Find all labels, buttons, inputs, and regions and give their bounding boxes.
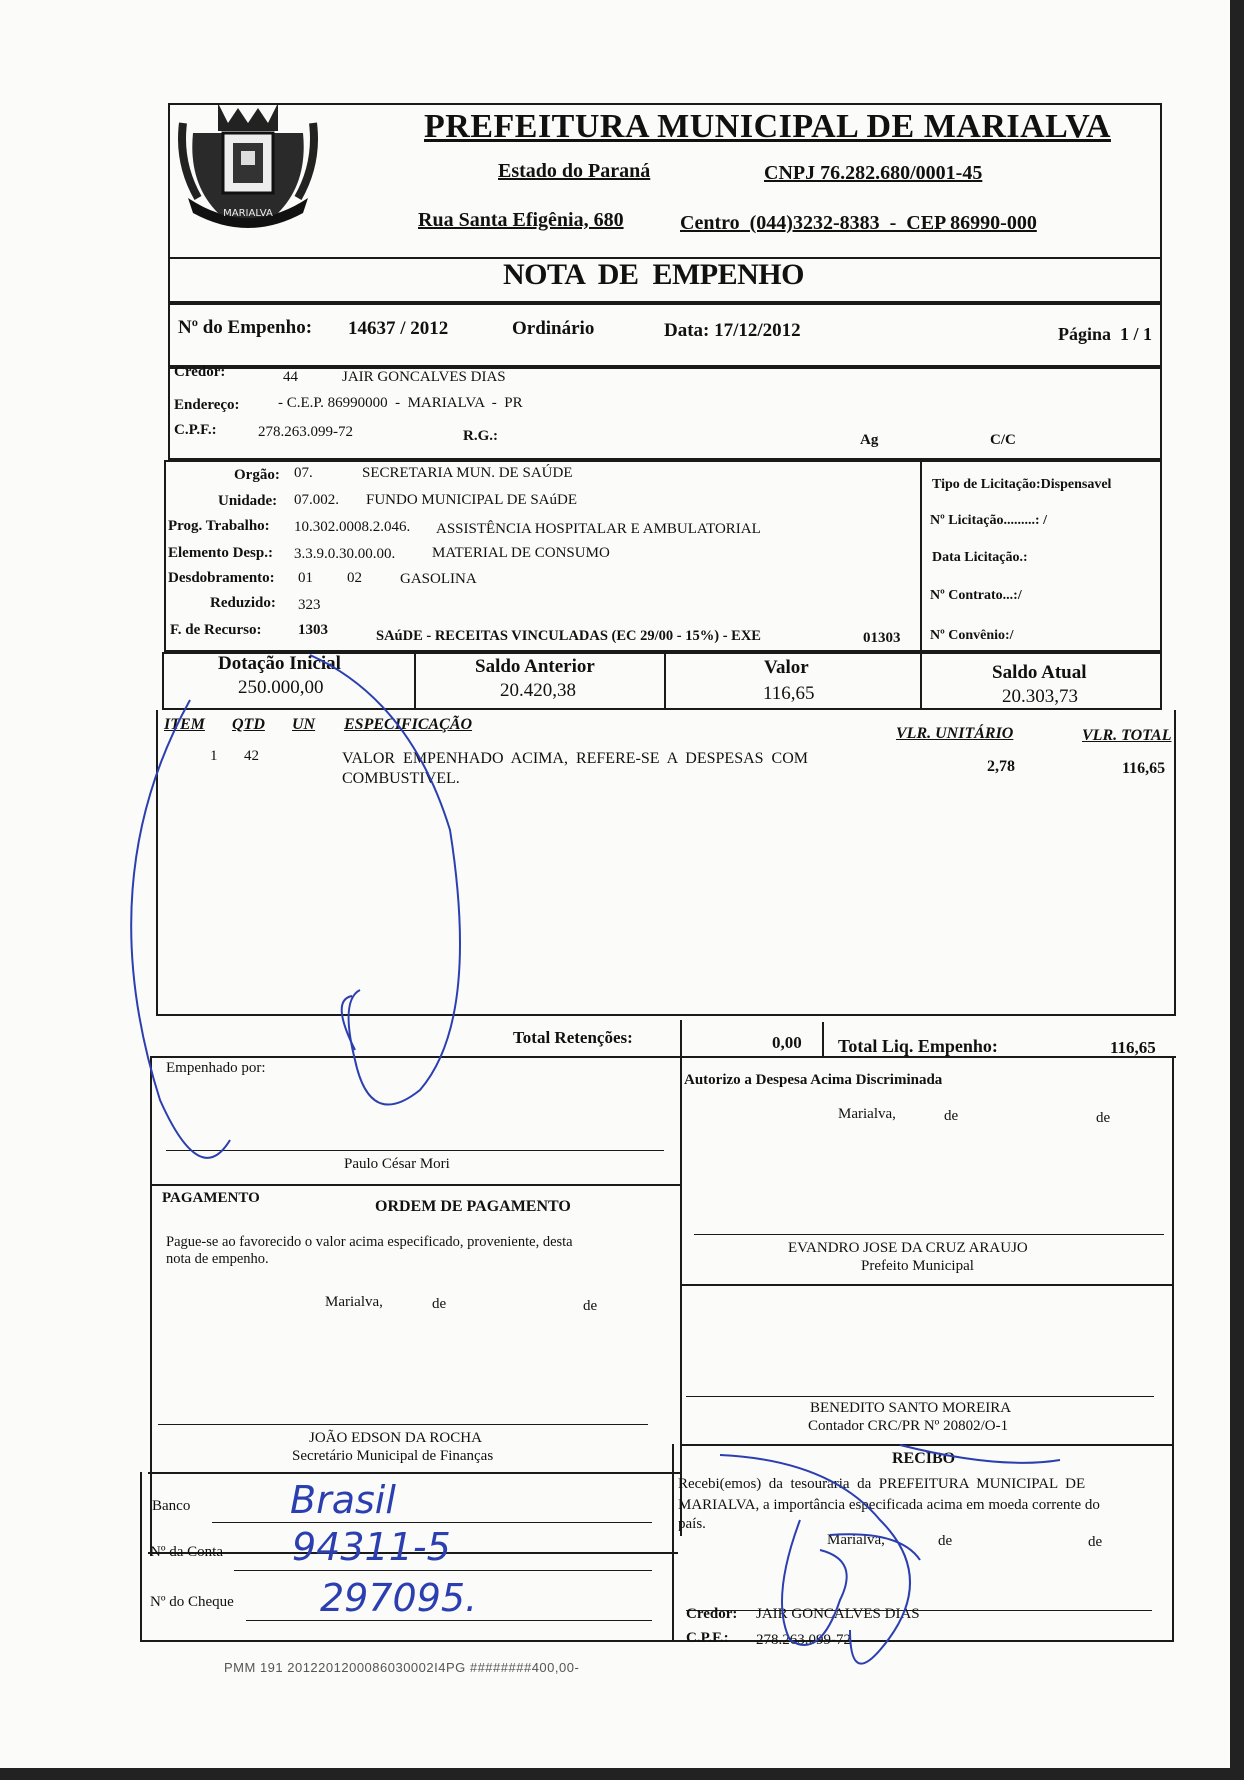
saldo-divider-2	[664, 652, 666, 708]
orgao-desc: SECRETARIA MUN. DE SAÚDE	[362, 465, 573, 481]
endereco-label: Endereço:	[174, 397, 240, 413]
scan-edge-right	[1230, 0, 1244, 1780]
autorizo-city: Marialva,	[838, 1106, 896, 1122]
svg-text:MARIALVA: MARIALVA	[223, 208, 273, 219]
recibo-credor-name: JAIR GONCALVES DIAS	[756, 1606, 920, 1622]
saldo-atual-value: 20.303,73	[1002, 686, 1078, 707]
fonte-value: 1303	[298, 622, 328, 638]
retencoes-value: 0,00	[772, 1033, 802, 1052]
prefeitura-title: PREFEITURA MUNICIPAL DE MARIALVA	[424, 108, 1111, 145]
cpf-label: C.P.F.:	[174, 422, 217, 438]
conta-value: 94311-5	[292, 1525, 451, 1569]
item-qtd: 42	[244, 748, 259, 764]
autorizo-de1: de	[944, 1108, 959, 1124]
lower-center-divider	[680, 1056, 682, 1536]
conta-line	[234, 1570, 652, 1571]
totals-bottom-line	[150, 1056, 1176, 1058]
col-especificacao: ESPECIFICAÇÃO	[344, 716, 473, 733]
empenho-number: 14637 / 2012	[348, 318, 449, 339]
valor-label: Valor	[764, 657, 809, 678]
recibo-cpf-value: 278.263.099-72	[756, 1632, 851, 1648]
document-title: NOTA DE EMPENHO	[503, 258, 804, 291]
licitacao-numero: Nº Licitação.........: /	[930, 513, 1047, 528]
pagamento-top-line	[150, 1184, 680, 1186]
totals-divider-1	[680, 1020, 682, 1056]
items-right-border	[1174, 710, 1176, 1015]
saldo-divider-1	[414, 652, 416, 708]
retencoes-label: Total Retenções:	[513, 1028, 633, 1047]
pagamento-de2: de	[583, 1298, 598, 1314]
banco-value: Brasil	[290, 1478, 396, 1522]
autorizo-de2: de	[1096, 1110, 1111, 1126]
col-item: ITEM	[164, 716, 205, 733]
pagamento-city: Marialva,	[325, 1294, 383, 1310]
recibo-de2: de	[1088, 1534, 1103, 1550]
totals-top-line	[156, 1014, 1176, 1016]
lower-left-border	[150, 1056, 152, 1556]
contador-role: Contador CRC/PR Nº 20802/O-1	[808, 1418, 1009, 1434]
pagamento-de1: de	[432, 1296, 447, 1312]
elemento-label: Elemento Desp.:	[168, 545, 273, 561]
banco-top-line	[148, 1472, 680, 1474]
prog-label: Prog. Trabalho:	[168, 518, 270, 534]
prefeito-name: EVANDRO JOSE DA CRUZ ARAUJO	[788, 1240, 1028, 1256]
dotacao-label: Dotação Inicial	[218, 653, 341, 674]
autorizo-label: Autorizo a Despesa Acima Discriminada	[684, 1072, 943, 1088]
contador-signature-line	[686, 1396, 1154, 1397]
empenhado-signature-line	[166, 1150, 664, 1151]
prog-code: 10.302.0008.2.046.	[294, 519, 411, 535]
recibo-left-border	[672, 1444, 674, 1642]
fonte-desc: SAúDE - RECEITAS VINCULADAS (EC 29/00 - 15%) - EXE	[376, 628, 761, 644]
recibo-text-2: MARIALVA, a importância especificada acima em moeda corrente do	[678, 1497, 1100, 1513]
licitacao-convenio: Nº Convênio:/	[930, 628, 1014, 643]
contador-name: BENEDITO SANTO MOREIRA	[810, 1400, 1012, 1416]
reduzido-value: 323	[298, 597, 321, 613]
licitacao-divider	[920, 460, 922, 652]
contador-top-line	[680, 1284, 1174, 1286]
col-un: UN	[292, 716, 316, 733]
endereco-value: - C.E.P. 86990000 - MARIALVA - PR	[278, 395, 523, 411]
valor-value: 116,65	[763, 683, 815, 704]
prog-desc: ASSISTÊNCIA HOSPITALAR E AMBULATORIAL	[436, 521, 761, 537]
item-total-value: 116,65	[1122, 760, 1166, 777]
fonte-label: F. de Recurso:	[170, 622, 262, 638]
total-liq-value: 116,65	[1110, 1038, 1156, 1057]
fonte-code: 01303	[863, 630, 901, 646]
cheque-label: Nº do Cheque	[150, 1594, 234, 1610]
secretario-role: Secretário Municipal de Finanças	[292, 1448, 494, 1464]
prefeito-role: Prefeito Municipal	[861, 1258, 974, 1274]
ag-label: Ag	[860, 432, 879, 448]
scan-edge-bottom	[0, 1768, 1244, 1780]
empenhado-name: Paulo César Mori	[344, 1156, 450, 1172]
item-number: 1	[210, 748, 218, 764]
recibo-city: Marialva,	[827, 1532, 885, 1548]
desdobramento-a: 01	[298, 570, 313, 586]
district-phone-cep: Centro (044)3232-8383 - CEP 86990-000	[680, 212, 1037, 234]
orgao-code: 07.	[294, 465, 313, 481]
dotacao-value: 250.000,00	[238, 677, 324, 698]
recibo-text-3: país.	[678, 1516, 706, 1532]
secretario-signature-line	[158, 1424, 648, 1425]
recibo-text-1: Recebi(emos) da tesouraria da PREFEITURA MUNICIPAL DE	[678, 1476, 1086, 1492]
address: Rua Santa Efigênia, 680	[418, 209, 624, 231]
saldo-atual-label: Saldo Atual	[992, 662, 1087, 683]
ordem-pagamento-label: ORDEM DE PAGAMENTO	[375, 1198, 571, 1215]
pagamento-text-2: nota de empenho.	[166, 1251, 269, 1267]
page-number: 1 / 1	[1120, 324, 1153, 344]
secretario-name: JOÃO EDSON DA ROCHA	[309, 1430, 482, 1446]
desdobramento-desc: GASOLINA	[400, 571, 477, 587]
reduzido-label: Reduzido:	[210, 595, 276, 611]
unidade-desc: FUNDO MUNICIPAL DE SAúDE	[366, 492, 577, 508]
cpf-value: 278.263.099-72	[258, 424, 353, 440]
licitacao-data: Data Licitação.:	[932, 550, 1028, 565]
saldo-anterior-label: Saldo Anterior	[475, 656, 595, 677]
prefeito-signature-line	[694, 1234, 1164, 1235]
empenho-number-label: Nº do Empenho:	[178, 317, 313, 338]
desdobramento-b: 02	[347, 570, 362, 586]
pagamento-label: PAGAMENTO	[162, 1190, 260, 1206]
col-qtd: QTD	[232, 716, 265, 733]
pagamento-text-1: Pague-se ao favorecido o valor acima especificado, proveniente, desta	[166, 1234, 573, 1250]
banco-line	[212, 1522, 652, 1523]
cc-label: C/C	[990, 432, 1016, 448]
item-desc-line1: VALOR EMPENHADO ACIMA, REFERE-SE A DESPESAS COM	[342, 750, 808, 767]
recibo-de1: de	[938, 1533, 953, 1549]
recibo-credor-label: Credor:	[686, 1606, 738, 1622]
saldo-anterior-value: 20.420,38	[500, 680, 576, 701]
rg-label: R.G.:	[463, 428, 498, 444]
item-desc-line2: COMBUSTIVEL.	[342, 770, 460, 787]
items-left-border	[156, 710, 158, 1015]
form-bottom-right	[1172, 1444, 1174, 1642]
banco-label: Banco	[152, 1498, 191, 1514]
footer-code: PMM 191 2012201200086030002I4PG ########400,00-	[224, 1660, 580, 1675]
col-vlr-unitario: VLR. UNITÁRIO	[896, 725, 1014, 742]
desdobramento-label: Desdobramento:	[168, 570, 275, 586]
coat-of-arms-icon	[178, 103, 318, 231]
unidade-code: 07.002.	[294, 492, 339, 508]
totals-divider-2	[822, 1022, 824, 1058]
form-bottom-left	[140, 1472, 142, 1642]
elemento-desc: MATERIAL DE CONSUMO	[432, 545, 610, 561]
item-unit-value: 2,78	[987, 758, 1015, 775]
licitacao-tipo: Tipo de Licitação:Dispensavel	[932, 477, 1112, 492]
credor-label: Credor:	[174, 364, 226, 380]
total-liq-label: Total Liq. Empenho:	[838, 1036, 998, 1056]
orgao-label: Orgão:	[234, 467, 280, 483]
conta-label: Nº da Conta	[150, 1544, 223, 1560]
page-label: Página	[1058, 324, 1112, 344]
empenho-date: Data: 17/12/2012	[664, 320, 801, 341]
credor-code: 44	[283, 369, 298, 385]
elemento-code: 3.3.9.0.30.00.00.	[294, 546, 396, 562]
form-bottom-line	[140, 1640, 1174, 1642]
credor-name: JAIR GONCALVES DIAS	[342, 369, 506, 385]
cheque-value: 297095.	[320, 1576, 478, 1620]
cnpj: CNPJ 76.282.680/0001-45	[764, 162, 983, 184]
empenhado-label: Empenhado por:	[166, 1060, 266, 1076]
empenho-type: Ordinário	[512, 318, 595, 339]
recibo-top-line	[680, 1444, 1174, 1446]
unidade-label: Unidade:	[218, 493, 278, 509]
recibo-title: RECIBO	[892, 1450, 956, 1467]
licitacao-contrato: Nº Contrato...:/	[930, 588, 1022, 603]
cheque-line	[246, 1620, 652, 1621]
recibo-cpf-label: C.P.F.:	[686, 1630, 729, 1646]
state-name: Estado do Paraná	[498, 160, 651, 182]
col-vlr-total: VLR. TOTAL	[1082, 727, 1172, 744]
saldo-divider-3	[920, 652, 922, 710]
lower-right-border	[1172, 1056, 1174, 1446]
